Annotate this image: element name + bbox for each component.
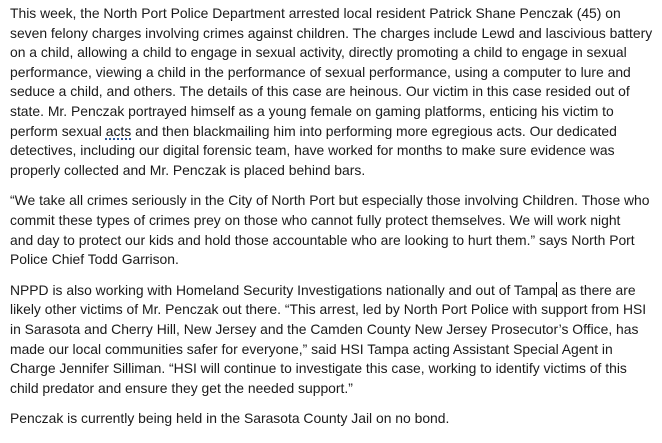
text-segment: perform sexual (10, 122, 106, 139)
paragraph-chief-quote (10, 191, 652, 269)
text-line (10, 281, 652, 301)
text-line: performance, viewing a child in the performance of sexual performance, using a computer to lure and (10, 63, 631, 80)
text-line (10, 122, 652, 142)
text-line: This week, the North Port Police Department arrested local resident Patrick Shane Penczak (45) on (10, 5, 621, 21)
text-line: child predator and ensure they get the needed support.” (10, 379, 353, 396)
text-line: Police Chief Todd Garrison. (10, 251, 179, 268)
text-line: detectives, including our digital forensic team, have worked for months to make sure evidence was (10, 142, 615, 159)
text-line: properly collected and Mr. Penczak is placed behind bars. (10, 161, 366, 178)
paragraph-custody (10, 409, 652, 429)
text-line: seven felony charges involving crimes against children. The charges include Lewd and lascivious battery (10, 24, 653, 41)
text-line: and day to protect our kids and hold those accountable who are looking to hurt them.” says North Port (10, 231, 635, 248)
grammar-flagged-word[interactable]: acts (105, 122, 132, 139)
text-line: in Sarasota and Cherry Hill, New Jersey and the Camden County New Jersey Prosecutor’s Office, has (10, 320, 639, 337)
text-segment: as there are (557, 281, 636, 298)
text-line: “We take all crimes seriously in the City of North Port but especially those involving Children. Those who (10, 192, 650, 209)
text-line: likely other victims of Mr. Penczak out there. “This arrest, led by North Port Police with support from HSI (10, 301, 647, 318)
paragraph-hsi (10, 281, 652, 399)
text-line: on a child, allowing a child to engage in sexual activity, directly promoting a child to engage in sexual (10, 44, 627, 61)
text-line: Penczak is currently being held in the Sarasota County Jail on no bond. (10, 410, 450, 427)
paragraph-arrest (10, 4, 652, 180)
text-line: seduce a child, and others. The details of this case are heinous. Our victim in this case resided out of (10, 83, 630, 100)
text-segment: NPPD is also working with Homeland Security Investigations nationally and out of Tampa (10, 281, 556, 298)
text-line: state. Mr. Penczak portrayed himself as a young female on gaming platforms, enticing his victim to (10, 102, 614, 119)
text-segment: and then blackmailing him into performing more egregious acts. Our dedicated (131, 122, 617, 139)
text-line: made our local communities safer for everyone,” said HSI Tampa acting Assistant Special Agent in (10, 340, 613, 357)
text-line: commit these types of crimes prey on those who cannot fully protect themselves. We will work night (10, 211, 621, 228)
text-line: Charge Jennifer Silliman. “HSI will continue to investigate this case, working to identify victims of this (10, 360, 627, 377)
